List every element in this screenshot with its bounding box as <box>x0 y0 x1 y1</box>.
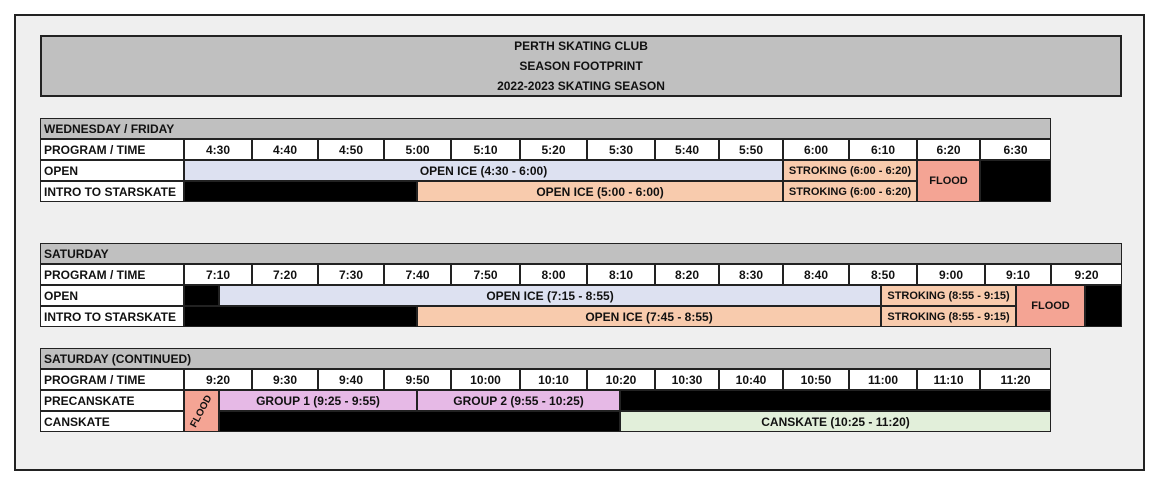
sat-time-header-cell: 7:50 <box>451 264 520 285</box>
wf-stroking-block-2: STROKING (6:00 - 6:20) <box>783 181 917 202</box>
satc-group2-block: GROUP 2 (9:55 - 10:25) <box>417 390 620 411</box>
sat-time-header-cell: 8:40 <box>783 264 849 285</box>
wf-flood-block: FLOOD <box>917 160 980 202</box>
satc-time-header-cell: 11:00 <box>849 369 917 390</box>
sat-open-label: OPEN <box>40 285 184 306</box>
sat-intro-label: INTRO TO STARSKATE <box>40 306 184 327</box>
sat-program-time-label: PROGRAM / TIME <box>40 264 184 285</box>
satc-canskate-blocked <box>219 411 620 432</box>
document-title: SEASON FOOTPRINT <box>519 59 643 73</box>
satc-time-header-cell: 10:10 <box>520 369 587 390</box>
satc-flood-label: FLOOD <box>188 392 215 430</box>
satc-section-header: SATURDAY (CONTINUED) <box>40 348 1051 369</box>
wf-intro-open-ice-block: OPEN ICE (5:00 - 6:00) <box>417 181 783 202</box>
sat-time-header-cell: 8:10 <box>587 264 655 285</box>
satc-program-time-label: PROGRAM / TIME <box>40 369 184 390</box>
season-label: 2022-2023 SKATING SEASON <box>497 79 665 93</box>
sat-time-header-cell: 9:00 <box>917 264 985 285</box>
wf-time-header-cell: 4:40 <box>252 139 318 160</box>
satc-time-header-cell: 9:20 <box>184 369 252 390</box>
wf-open-label: OPEN <box>40 160 184 181</box>
wf-end-blocked <box>980 160 1051 202</box>
sat-time-header-cell: 7:20 <box>252 264 318 285</box>
wf-time-header-cell: 5:00 <box>384 139 451 160</box>
sat-time-header-cell: 9:10 <box>985 264 1051 285</box>
sat-time-header-cell: 8:00 <box>520 264 587 285</box>
wf-time-header-cell: 4:30 <box>184 139 252 160</box>
satc-time-header-cell: 9:40 <box>318 369 384 390</box>
satc-time-header-cell: 10:50 <box>783 369 849 390</box>
satc-time-header-cell: 10:20 <box>587 369 655 390</box>
wf-time-header-cell: 6:10 <box>849 139 917 160</box>
sat-time-header-cell: 8:50 <box>849 264 917 285</box>
sat-time-header-cell: 7:30 <box>318 264 384 285</box>
satc-time-header-cell: 11:20 <box>980 369 1051 390</box>
satc-flood-block <box>184 390 219 432</box>
wf-time-header-cell: 6:30 <box>980 139 1051 160</box>
satc-time-header-cell: 10:00 <box>451 369 520 390</box>
wf-section-header: WEDNESDAY / FRIDAY <box>40 118 1051 139</box>
wf-time-header-cell: 6:00 <box>783 139 849 160</box>
wf-time-header-cell: 5:40 <box>655 139 719 160</box>
wf-program-time-label: PROGRAM / TIME <box>40 139 184 160</box>
sat-open-blocked <box>184 285 219 306</box>
sat-end-blocked <box>1085 285 1122 327</box>
satc-time-header-cell: 9:50 <box>384 369 451 390</box>
wf-time-header-cell: 4:50 <box>318 139 384 160</box>
satc-precanskate-label: PRECANSKATE <box>40 390 184 411</box>
wf-intro-blocked <box>184 181 417 202</box>
wf-time-header-cell: 5:10 <box>451 139 520 160</box>
sat-flood-block: FLOOD <box>1016 285 1085 327</box>
wf-open-ice-block: OPEN ICE (4:30 - 6:00) <box>184 160 783 181</box>
wf-time-header-cell: 5:50 <box>719 139 783 160</box>
sat-time-header-cell: 8:20 <box>655 264 719 285</box>
sat-open-ice-block: OPEN ICE (7:15 - 8:55) <box>219 285 881 306</box>
satc-canskate-block: CANSKATE (10:25 - 11:20) <box>620 411 1051 432</box>
sat-section-header: SATURDAY <box>40 243 1122 264</box>
satc-time-header-cell: 10:30 <box>655 369 719 390</box>
sat-time-header-cell: 8:30 <box>719 264 783 285</box>
wf-time-header-cell: 5:20 <box>520 139 587 160</box>
wf-time-header-cell: 5:30 <box>587 139 655 160</box>
satc-group1-block: GROUP 1 (9:25 - 9:55) <box>219 390 417 411</box>
club-name: PERTH SKATING CLUB <box>514 39 648 53</box>
sat-intro-blocked <box>184 306 417 327</box>
sat-intro-open-ice-block: OPEN ICE (7:45 - 8:55) <box>417 306 881 327</box>
satc-canskate-label: CANSKATE <box>40 411 184 432</box>
wf-intro-label: INTRO TO STARSKATE <box>40 181 184 202</box>
sat-time-header-cell: 7:40 <box>384 264 451 285</box>
satc-precanskate-blocked <box>620 390 1051 411</box>
sat-stroking-block-2: STROKING (8:55 - 9:15) <box>881 306 1016 327</box>
title-block <box>40 35 1122 97</box>
wf-time-header-cell: 6:20 <box>917 139 980 160</box>
wf-stroking-block-1: STROKING (6:00 - 6:20) <box>783 160 917 181</box>
sat-time-header-cell: 9:20 <box>1051 264 1122 285</box>
satc-time-header-cell: 9:30 <box>252 369 318 390</box>
satc-time-header-cell: 11:10 <box>917 369 980 390</box>
sat-stroking-block-1: STROKING (8:55 - 9:15) <box>881 285 1016 306</box>
sat-time-header-cell: 7:10 <box>184 264 252 285</box>
satc-time-header-cell: 10:40 <box>719 369 783 390</box>
